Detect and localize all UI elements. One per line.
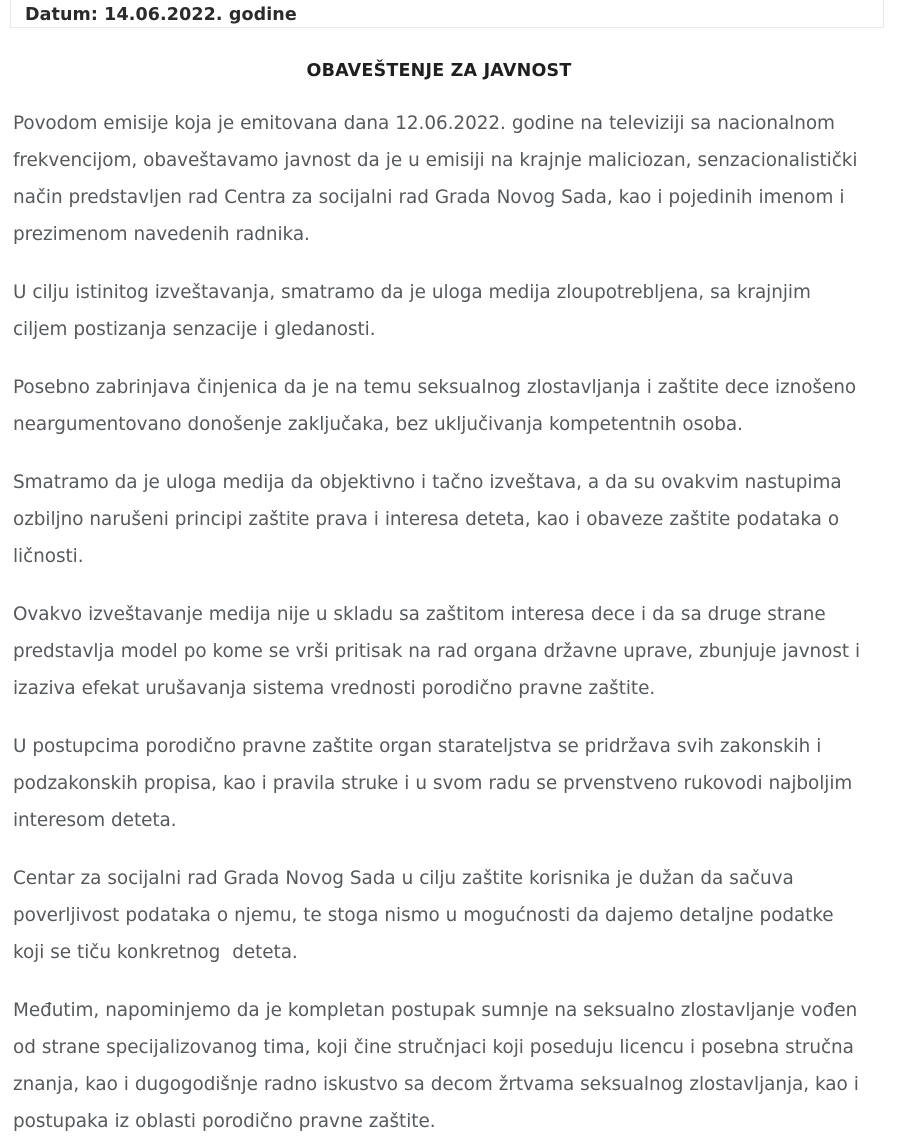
document-content <box>13 34 871 1140</box>
page-title: OBAVEŠTENJE ZA JAVNOST <box>306 61 572 81</box>
paragraph: Posebno zabrinjava činjenica da je na temu seksualnog zlostavljanja i zaštite dece iznošeno neargumentovano donošenje zaključaka, bez uključivanja kompetentnih osoba. <box>13 377 863 435</box>
paragraph: U postupcima porodično pravne zaštite organ starateljstva se pridržava svih zakonskih i podzakonskih propisa, kao i pravila struke i u svom radu se prvenstveno rukovodi najboljim interesom deteta. <box>13 736 859 831</box>
paragraph: Ovakvo izveštavanje medija nije u skladu sa zaštitom interesa dece i da sa druge strane predstavlja model po kome se vrši pritisak na rad organa državne uprave, zbunjuje javnost i izaziva efekat urušavanja sistema vrednosti porodično pravne zaštite. <box>13 604 867 699</box>
paragraph: Povodom emisije koja je emitovana dana 12.06.2022. godine na televiziji sa nacionalnom frekvencijom, obaveštavamo javnost da je u emisiji na krajnje maliciozan, senzacionalistički način predstavljen rad Centra za socijalni rad Grada Novog Sada, kao i pojedinih imenom i prezimenom navedenih radnika. <box>13 113 864 245</box>
date-header-bar <box>10 0 884 28</box>
document-body <box>13 105 871 1140</box>
paragraph: Smatramo da je uloga medija da objektivno i tačno izveštava, a da su ovakvim nastupima ozbiljno narušeni principi zaštite prava i interesa deteta, kao i obaveze zaštite podataka o ličnosti. <box>13 472 848 567</box>
paragraph: Centar za socijalni rad Grada Novog Sada u cilju zaštite korisnika je dužan da sačuva poverljivost podataka o njemu, te stoga nismo u mogućnosti da dajemo detaljne podatke koji se tiču konkretnog deteta. <box>13 868 840 963</box>
paragraph: U cilju istinitog izveštavanja, smatramo da je uloga medija zloupotrebljena, sa krajnjim ciljem postizanja senzacije i gledanosti. <box>13 282 817 340</box>
document-date: Datum: 14.06.2022. godine <box>25 5 297 25</box>
paragraph: Međutim, napominjemo da je kompletan postupak sumnje na seksualno zlostavljanje vođen od strane specijalizovanog tima, koji čine stručnjaci koji poseduju licencu i posebna stručna znanja, kao i dugogodišnje radno iskustvo sa decom žrtvama seksualnog zlostavljanja, kao i postupaka iz oblasti porodično pravne zaštite. <box>13 1000 871 1132</box>
